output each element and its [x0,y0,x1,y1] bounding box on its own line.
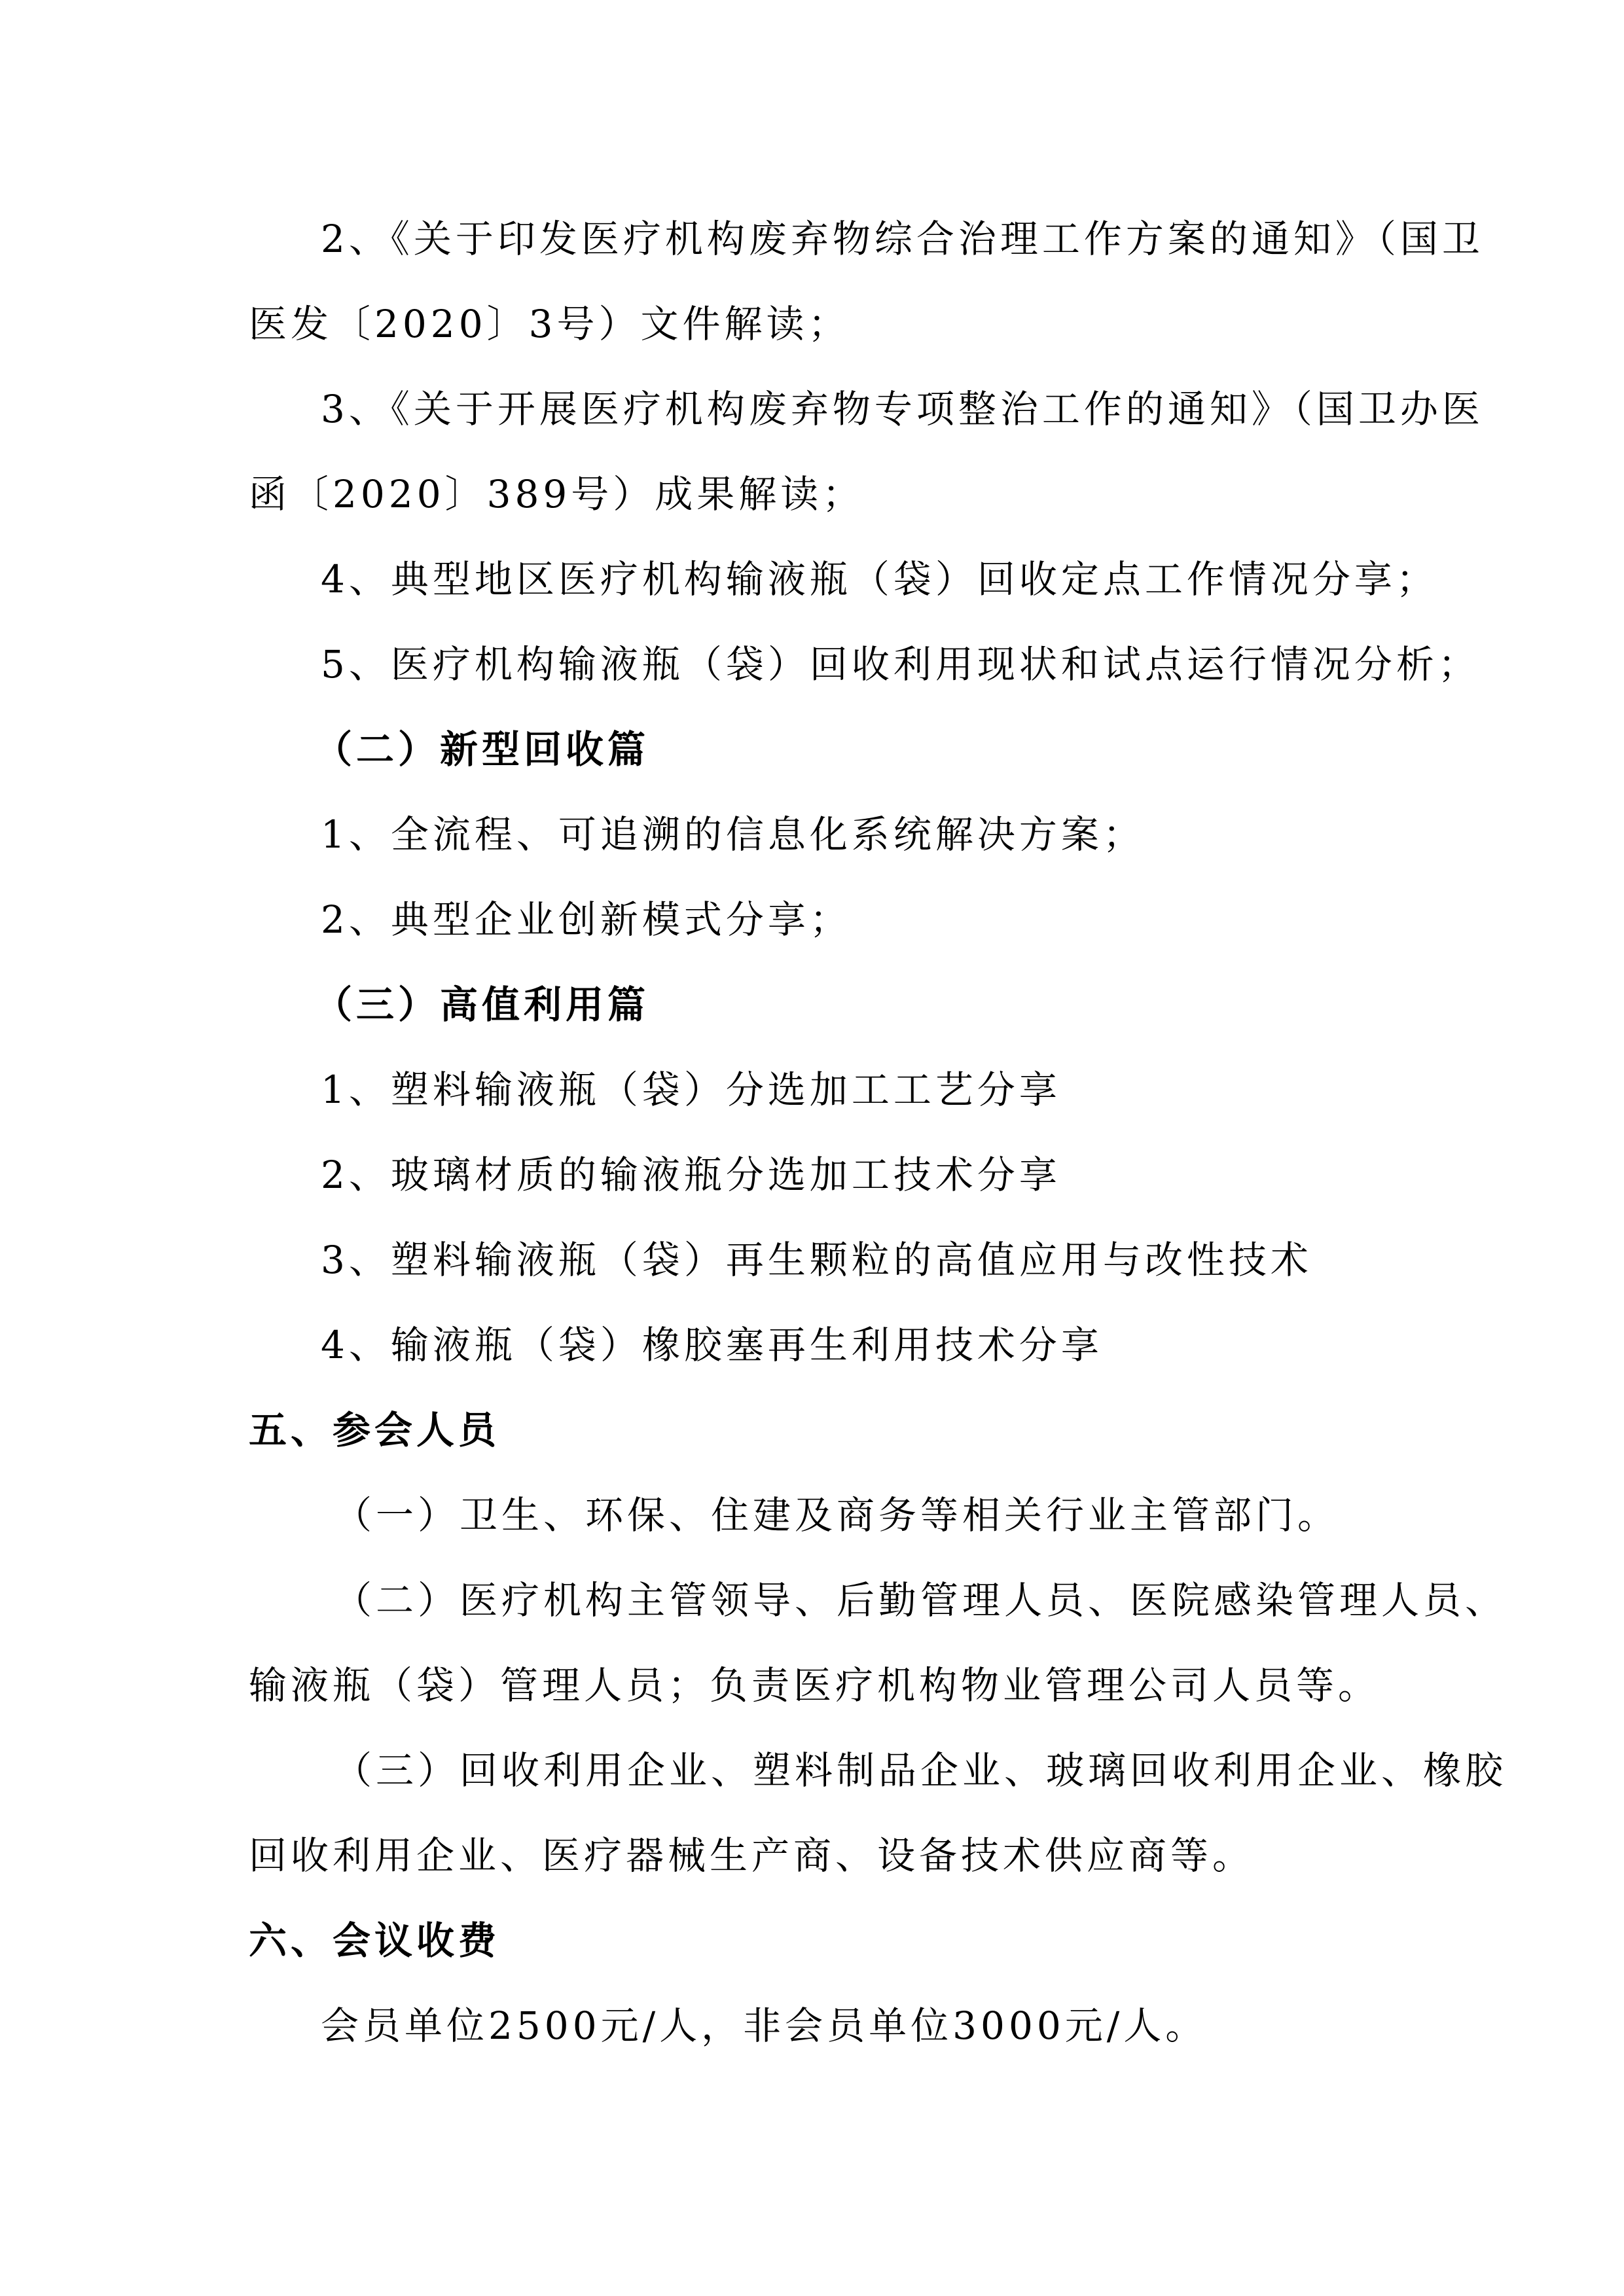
part-three-item-4: 4、输液瓶（袋）橡胶塞再生利用技术分享 [321,1323,1103,1367]
item-3-line-2: 函〔2020〕389号）成果解读； [249,472,865,516]
section-six-paragraph-1: 会员单位2500元/人，非会员单位3000元/人。 [321,2003,1208,2048]
section-six-heading: 六、会议收费 [249,1918,501,1963]
item-2-line-1: 2、《关于印发医疗机构废弃物综合治理工作方案的通知》（国卫 [321,217,1484,261]
section-five-paragraph-2-line-2: 输液瓶（袋）管理人员；负责医疗机构物业管理公司人员等。 [249,1663,1380,1708]
item-3-line-1: 3、《关于开展医疗机构废弃物专项整治工作的通知》（国卫办医 [321,387,1484,431]
section-five-paragraph-2-line-1: （二）医疗机构主管领导、后勤管理人员、医院感染管理人员、 [334,1578,1507,1623]
section-five-paragraph-3-line-1: （三）回收利用企业、塑料制品企业、玻璃回收利用企业、橡胶 [334,1748,1507,1793]
item-5: 5、医疗机构输液瓶（袋）回收利用现状和试点运行情况分析； [321,642,1480,687]
item-4: 4、典型地区医疗机构输液瓶（袋）回收定点工作情况分享； [321,557,1438,601]
part-three-item-2: 2、玻璃材质的输液瓶分选加工技术分享 [321,1153,1061,1197]
section-five-paragraph-3-line-2: 回收利用企业、医疗器械生产商、设备技术供应商等。 [249,1833,1255,1878]
part-two-item-2: 2、典型企业创新模式分享； [321,897,852,942]
section-five-paragraph-1: （一）卫生、环保、住建及商务等相关行业主管部门。 [334,1493,1340,1537]
part-three-item-1: 1、塑料输液瓶（袋）分选加工工艺分享 [321,1067,1061,1112]
item-2-line-2: 医发〔2020〕3号）文件解读； [249,302,850,346]
part-two-item-1: 1、全流程、可追溯的信息化系统解决方案； [321,812,1145,857]
part-two-heading: （二）新型回收篇 [314,727,650,772]
section-five-heading: 五、参会人员 [249,1408,501,1452]
part-three-item-3: 3、塑料输液瓶（袋）再生颗粒的高值应用与改性技术 [321,1238,1312,1282]
part-three-heading: （三）高值利用篇 [314,982,650,1027]
